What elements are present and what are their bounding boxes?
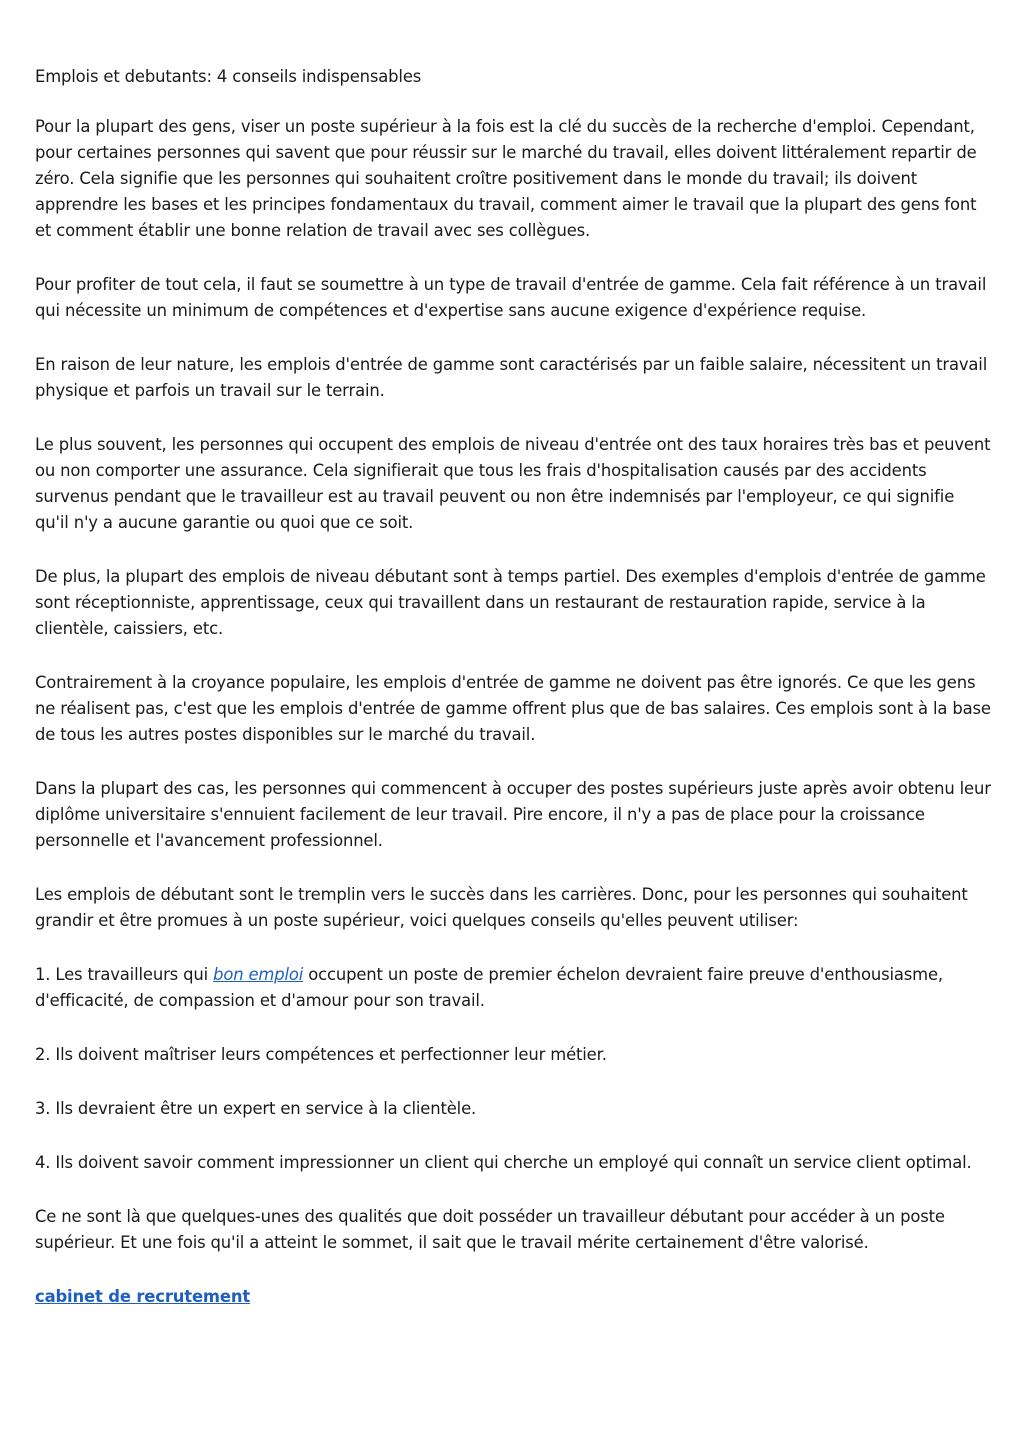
paragraph-4: Le plus souvent, les personnes qui occupent des emplois de niveau d'entrée ont des taux horaires très bas et peuvent ou non comporter une assurance. Cela signifierait que tous les frais d'hospitalisation causés par des accidents survenus pendant que le travailleur est au travail peuvent ou non être indemnisés par l'employeur, ce qui signifie qu'il n'y a aucune garantie ou quoi que ce soit.: [35, 435, 991, 532]
paragraph-2: Pour profiter de tout cela, il faut se soumettre à un type de travail d'entrée de gamme. Cela fait référence à un travail qui nécessite un minimum de compétences et d'expertise sans aucune exigence d'expérience requise.: [35, 275, 987, 320]
tip-4: 4. Ils doivent savoir comment impressionner un client qui cherche un employé qui connaît un service client optimal.: [35, 1153, 972, 1172]
paragraph-6: Contrairement à la croyance populaire, les emplois d'entrée de gamme ne doivent pas être ignorés. Ce que les gens ne réalisent pas, c'est que les emplois d'entrée de gamme offrent plus que de bas salaires. Ces emplois sont à la base de tous les autres postes disponibles sur le marché du travail.: [35, 673, 991, 744]
paragraph-5: De plus, la plupart des emplois de niveau débutant sont à temps partiel. Des exemples d'emplois d'entrée de gamme sont réceptionniste, apprentissage, ceux qui travaillent dans un restaurant de restauration rapide, service à la clientèle, caissiers, etc.: [35, 567, 986, 638]
bon-emploi-link[interactable]: bon emploi: [213, 965, 304, 984]
tip-1-text-before: 1. Les travailleurs qui: [35, 965, 214, 984]
paragraph-1: Pour la plupart des gens, viser un poste supérieur à la fois est la clé du succès de la recherche d'emploi. Cependant, pour certaines personnes qui savent que pour réussir sur le marché du travail, elles doivent littéralement repartir de zéro. Cela signifie que les personnes qui souhaitent croître positivement dans le monde du travail; ils doivent apprendre les bases et les principes fondamentaux du travail, comment aimer le travail que la plupart des gens font et comment établir une bonne relation de travail avec ses collègues.: [35, 117, 977, 240]
cabinet-de-recrutement-link[interactable]: cabinet de recrutement: [35, 1287, 251, 1306]
tip-3: 3. Ils devraient être un expert en service à la clientèle.: [35, 1099, 477, 1118]
tip-1: [35, 962, 992, 1014]
document-title: Emplois et debutants: 4 conseils indispensables: [35, 67, 422, 86]
document-page: [35, 64, 992, 1310]
tip-2: 2. Ils doivent maîtriser leurs compétences et perfectionner leur métier.: [35, 1045, 607, 1064]
conclusion-paragraph: Ce ne sont là que quelques-unes des qualités que doit posséder un travailleur débutant pour accéder à un poste supérieur. Et une fois qu'il a atteint le sommet, il sait que le travail mérite certainement d'être valorisé.: [35, 1207, 945, 1252]
paragraph-7: Dans la plupart des cas, les personnes qui commencent à occuper des postes supérieurs juste après avoir obtenu leur diplôme universitaire s'ennuient facilement de leur travail. Pire encore, il n'y a pas de place pour la croissance personnelle et l'avancement professionnel.: [35, 779, 991, 850]
tip-1-text-after: occupent un poste de premier échelon devraient faire preuve d'enthousiasme, d'efficacité, de compassion et d'amour pour son travail.: [35, 965, 943, 1010]
paragraph-8: Les emplois de débutant sont le tremplin vers le succès dans les carrières. Donc, pour les personnes qui souhaitent grandir et être promues à un poste supérieur, voici quelques conseils qu'elles peuvent utiliser:: [35, 885, 968, 930]
paragraph-3: En raison de leur nature, les emplois d'entrée de gamme sont caractérisés par un faible salaire, nécessitent un travail physique et parfois un travail sur le terrain.: [35, 355, 988, 400]
